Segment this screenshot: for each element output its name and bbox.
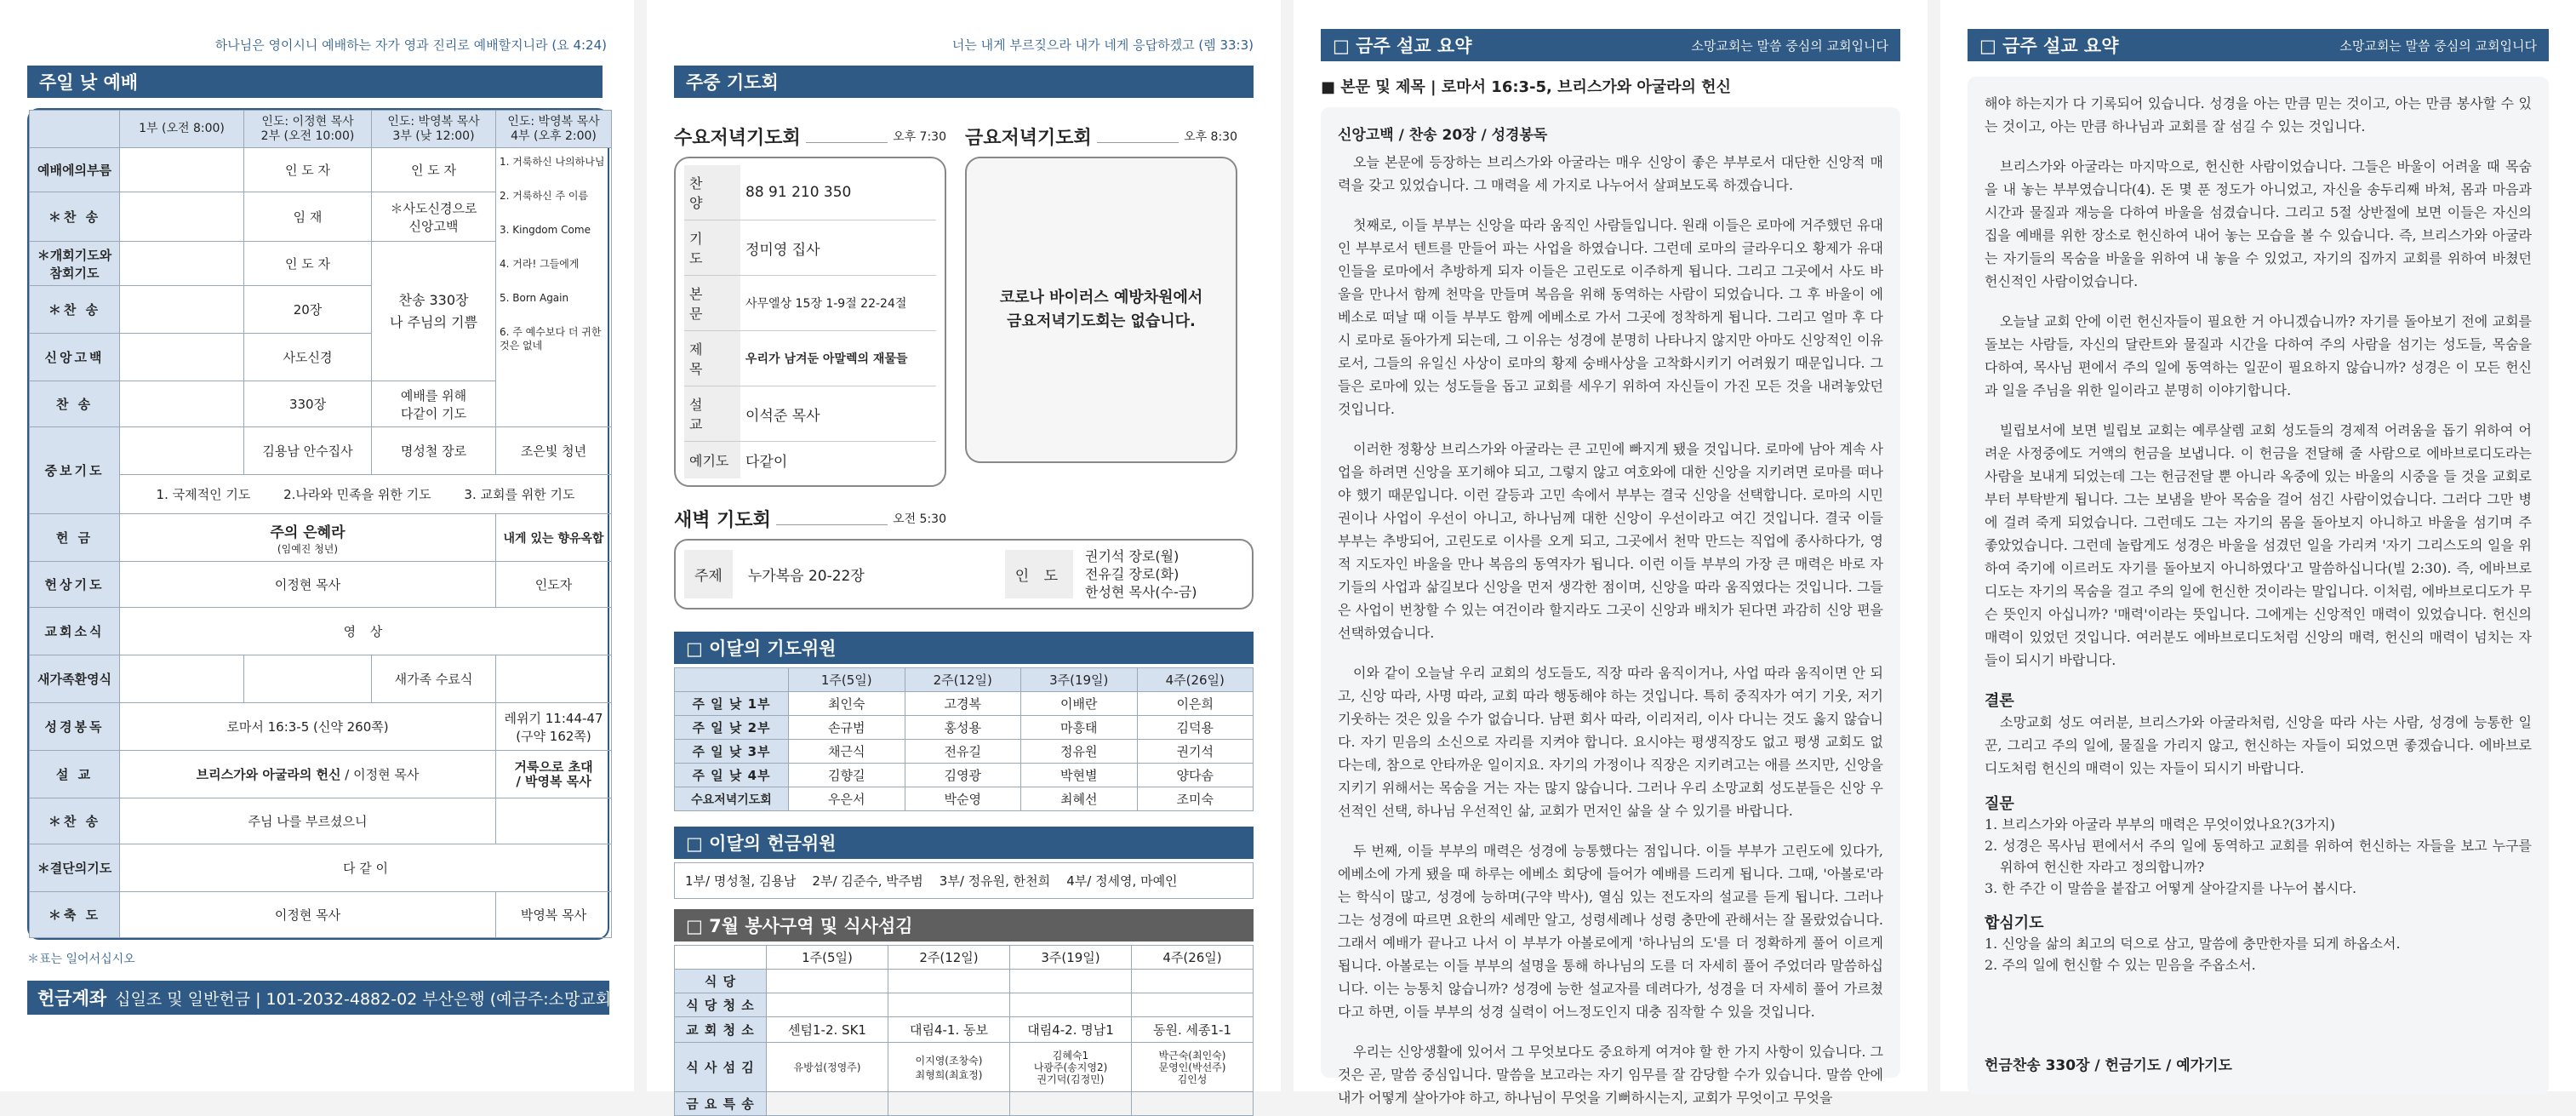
sermon-title: 금주 설교 요약	[1356, 36, 1472, 56]
cell: 조은빛 청년	[496, 427, 612, 475]
offering-account-bar: 헌금계좌 십일조 및 일반헌금 | 101-2032-4882-02 부산은행 (예금주:소망교회)	[27, 981, 609, 1015]
cell	[120, 334, 244, 381]
panel-worship-order	[0, 0, 634, 1091]
row-label-offer-prayer: 헌상기도	[30, 562, 120, 608]
panel-sermon-summary-2	[1940, 0, 2576, 1091]
cell	[120, 192, 244, 242]
dawn-title: 새벽 기도회	[674, 510, 771, 531]
dawn-topic-value: 누가복음 20-22장	[747, 568, 865, 585]
cell	[496, 798, 612, 844]
row-label-hymn: ＊찬 송	[30, 286, 120, 334]
questions-list	[1985, 814, 2532, 899]
cell: 330장	[244, 381, 372, 427]
worship-order-table	[29, 110, 612, 938]
wed-time: 오후 7:30	[893, 130, 946, 144]
table-row: 식 당 청 소	[675, 993, 1254, 1017]
table-row: 금 요 특 송	[675, 1092, 1254, 1116]
row-label-news: 교회소식	[30, 608, 120, 655]
offering-committee-line: 1부/ 명성철, 김용남 2부/ 김준수, 박주범 3부/ 정유원, 한천희 4부/ 정세영, 마예인	[674, 862, 1254, 899]
offering-song: 주의 은혜라 (임예진 청년)	[120, 514, 496, 562]
sermon-card	[1321, 107, 1900, 1106]
wed-title: 수요저녁기도회	[674, 128, 801, 149]
section-title-offering-committee: □ 이달의 헌금위원	[674, 827, 1254, 859]
standing-note: ＊표는 일어서십시오	[27, 953, 135, 966]
paragraph: 두 번째, 이들 부부의 매력은 성경에 능통했다는 점입니다. 이들 부부가 고린도에 있다가, 에베소에 가게 됐을 때 하루는 에베소 회당에 들어가 예배를 드리게 됩니다. 그때, '아볼로'라는 학식이 많고, 성경에 능하며(구약 박사), 열심 있는 전도자의 설교를 듣게 됩니다. 그러나 그는 성경에 따르면 요한의 세례만 알고, 성령세례나 성령 충만에 관해서는 잘 몰랐었습니다. 그래서 예배가 끝나고 나서 이 부부가 아볼로에게 '하나님의 도'를 더 정확하게 풀어 이르게 됩니다. 아볼로는 이들 부부의 설명을 통해 하나님의 도를 더 자세히 풀어 주었더라 말씀하십니다. 이는 능통치 않습니까? 성경에 능한 설교자를 데려다가, 성경을 더 자세히 풀어 가르쳤다고 하면, 이들 부부의 성경 실력이 어느정도인지 대충 짐작할 수 있을 것입니다.	[1338, 843, 1883, 1020]
row-label-intercession: 중보기도	[30, 427, 120, 514]
paragraph: 오늘 본문에 등장하는 브리스가와 아굴라는 매우 신앙이 좋은 부부로서 대단한 신앙적 매력을 갖고 있었습니다. 그 매력을 세 가지로 나누어서 살펴보도록 하겠습니다.	[1338, 154, 1883, 193]
sermon-header-bar: □ 금주 설교 요약 소망교회는 말씀 중심의 교회입니다	[1321, 29, 1900, 61]
paragraph: 이러한 정황상 브리스가와 아굴라는 큰 고민에 빠지게 됐을 것입니다. 로마에 남아 계속 사업을 하려면 신앙을 포기해야 되고, 그렇지 않고 여호와에 대한 신앙을 지키려면 로마를 떠나야 했기 때문입니다. 이런 갈등과 고민 속에서 부부는 결국 신앙을 선택합니다. 로마의 시민권이나 사업이 우선이 아니고, 하나님께 대한 신앙이 우선이라고 여긴 것입니다. 결국 이들 부부는 추방되어, 고린도로 이사를 오게 되고, 그곳에서 천막 만드는 직업에 종사하다가, 영적 지도자인 바울을 만나 복음의 동역자가 됩니다. 이런 이들 부부의 가장 큰 매력은 바로 자기들의 사업과 삶길보다 신앙을 먼저 생각한 점이며, 신앙을 따라 움직였다는 것입니다. 그들은 사업이 번창할 수 있는 여건이라 할지라도 그곳이 신앙과 배치가 된다면 과감히 신앙 편을 선택하였습니다.	[1338, 441, 1883, 641]
prayer-item: 2. 주의 일에 헌신할 수 있는 믿음을 주옵소서.	[1985, 957, 2256, 973]
dawn-leader-key: 인 도	[1005, 550, 1073, 598]
panel-prayer-meetings	[647, 0, 1281, 1112]
duty-table: 1주(5일) 2주(12일) 3주(19일) 4주(26일) 식 당 식 당 청 소 교 회 청 소 센텀1-2. SK1 대림4-1. 동보 대림4-2. 명남1 동원. 세종1-1 식 사 섬 김 유방섭(정영주) 이지영(조창숙) 최형희(최효정) 김혜숙1 나광주(송지영2) 권기덕(김정민) 박근숙(최인숙) 문영인(박선주) 김인성 금 요 특 송	[674, 945, 1254, 1116]
paragraph: 해야 하는지가 다 기록되어 있습니다. 성경을 아는 만큼 믿는 것이고, 아는 만큼 봉사할 수 있는 것이고, 아는 만큼 하나님과 교회를 잘 섬길 수 있는 것입니다.	[1985, 95, 2532, 134]
header-service-1: 1부 (오전 8:00)	[120, 111, 244, 148]
cell: 김용남 안수집사	[244, 427, 372, 475]
cell	[120, 427, 244, 475]
sermon-header-bar: □ 금주 설교 요약 소망교회는 말씀 중심의 교회입니다	[1968, 29, 2549, 61]
table-row: 수요저녁기도회 우은서 박순영 최혜선 조미숙	[675, 787, 1254, 811]
row-label-sermon: 설 교	[30, 751, 120, 798]
praise-item: 4. 거라! 그들에게	[500, 258, 580, 270]
conclusion-title: 결론	[1985, 692, 2014, 710]
panel-sermon-summary-1	[1294, 0, 1928, 1106]
worship-table-frame	[27, 108, 609, 940]
section-title-prayer-committee: □ 이달의 기도위원	[674, 632, 1254, 664]
table-row: 주 일 낮 1부 최인숙 고경복 이배란 이은희	[675, 692, 1254, 716]
sermon-cell: 브리스가와 아굴라의 헌신 / 이정현 목사	[120, 751, 496, 798]
row-label-hymn: ＊찬 송	[30, 192, 120, 242]
church-motto: 소망교회는 말씀 중심의 교회입니다	[1691, 37, 1888, 54]
conclusion-text: 소망교회 성도 여러분, 브리스가와 아굴라처럼, 신앙을 따라 사는 사람, 성경에 능통한 일꾼, 그리고 주의 일에, 물질을 가리지 않고, 헌신하는 자들이 되었으면 좋겠습니다. 에바브로디도처럼 헌신의 매력이 있는 자들이 되시기 바랍니다.	[1985, 714, 2532, 776]
table-row: 주 일 낮 2부 손규범 홍성용 마흥태 김덕용	[675, 716, 1254, 740]
cell: 새가족 수료식	[372, 655, 496, 703]
cell: 명성철 장로	[372, 427, 496, 475]
row-label-welcome: 새가족환영식	[30, 655, 120, 703]
table-row: 식 사 섬 김 유방섭(정영주) 이지영(조창숙) 최형희(최효정) 김혜숙1 나광주(송지영2) 권기덕(김정민) 박근숙(최인숙) 문영인(박선주) 김인성	[675, 1043, 1254, 1092]
cell: 로마서 16:3-5 (신약 260쪽)	[120, 703, 496, 751]
sermon-cell-4: 거룩으로 초대 / 박영복 목사	[496, 751, 612, 798]
cell: ＊사도신경으로 신앙고백	[372, 192, 496, 242]
cell	[496, 655, 612, 703]
cell	[120, 381, 244, 427]
praise-item: 1. 거룩하신 나의하나님	[500, 156, 605, 168]
cell: 인도자	[496, 562, 612, 608]
joint-prayer-list	[1985, 933, 2532, 976]
sermon-body	[1338, 151, 1883, 1109]
sermon-sub: 신앙고백 / 찬송 20장 / 성경봉독	[1338, 127, 1548, 144]
cell: 영 상	[120, 608, 612, 655]
section-title-weekday: 주중 기도회	[674, 66, 1254, 98]
row-label-resolve: ＊결단의기도	[30, 844, 120, 892]
sermon-headline: ■ 본문 및 제목 | 로마서 16:3-5, 브리스가와 아굴라의 헌신	[1321, 78, 1731, 96]
merged-hymn-cell: 찬송 330장 나 주님의 기쁨	[372, 242, 496, 381]
row-label-creed: 신앙고백	[30, 334, 120, 381]
header-verse: 너는 내게 부르짖으라 내가 네게 응답하겠고 (렘 33:3)	[951, 37, 1254, 53]
cell: 인 도 자	[244, 148, 372, 192]
questions-title: 질문	[1985, 795, 2014, 813]
prayer-committee-table: 1주(5일) 2주(12일) 3주(19일) 4주(26일) 주 일 낮 1부 최인숙 고경복 이배란 이은희 주 일 낮 2부 손규범 홍성용 마흥태 김덕용 주 일 낮 3부 채근식 전유길 정유원 권기석 주 일 낮 4부 김향길 김영광 박현별 양다솜 수요저녁기도회 우은서 박순영 최혜선 조미숙	[674, 667, 1254, 811]
cell: 내게 있는 향유옥합	[496, 514, 612, 562]
row-label-hymn: 찬 송	[30, 381, 120, 427]
section-title-sunday-worship: 주일 낮 예배	[27, 66, 603, 98]
table-row: 교 회 청 소 센텀1-2. SK1 대림4-1. 동보 대림4-2. 명남1 동원. 세종1-1	[675, 1017, 1254, 1043]
sermon-card	[1968, 77, 2549, 1095]
section-title-duty: □ 7월 봉사구역 및 식사섬김	[674, 909, 1254, 941]
intercession-topics	[120, 475, 612, 514]
fri-title: 금요저녁기도회	[965, 128, 1092, 149]
paragraph: 오늘날 교회 안에 이런 헌신자들이 필요한 거 아니겠습니까? 자기를 돌아보기 전에 교회를 돌보는 사람들, 자신의 달란트와 물질과 시간을 다하여 주의 사람을 섬기는 성도들, 목숨을 다하여, 목사님 편에서 주의 일에 동역하는 일꾼이 필요하지 않습니까? 성경은 이 모든 헌신과 일을 주님을 위한 일이라고 분명히 이야기합니다.	[1985, 313, 2532, 398]
dawn-time: 오전 5:30	[893, 512, 946, 526]
cell: 다 같 이	[120, 844, 612, 892]
cell: 사도신경	[244, 334, 372, 381]
intercession-topic: 3. 교회를 위한 기도	[464, 487, 575, 502]
wed-card	[674, 157, 946, 487]
row-label-offering: 헌 금	[30, 514, 120, 562]
question-item: 1. 브리스가와 아굴라 부부의 매력은 무엇이었나요?(3가지)	[1985, 816, 2335, 833]
paragraph: 이와 같이 오늘날 우리 교회의 성도들도, 직장 따라 움직이거나, 사업 따라 움직이면 안 되고, 신앙 따라, 사명 따라, 교회 따라 행동해야 하는 것입니다. 특히 중직자가 여기 기웃, 저기 기웃하는 것은 있을 수가 없습니다. 남편 회사 따라, 이리저리, 이사 다니는 것도 옳지 않습니다. 자기 믿음의 소신으로 자리를 지켜야 합니다. 요시야는 평생직장도 없고 평생 교회도 없다는데, 참으로 안타까운 일이지요. 자기의 가정이나 직장은 지키려고는 애를 쓰지만, 신앙을 지키기 위해서는 목숨을 거는 자는 많지 않습니다. 그러나 우리 소망교회 성도분들은 신앙 우선적인 선택, 하나님 우선적인 삶, 교회가 먼저인 삶을 살 수 있기를 바랍니다.	[1338, 665, 1883, 819]
prayer-item: 1. 신앙을 삶의 최고의 덕으로 삼고, 말씀에 충만한자를 되게 하옵소서.	[1985, 936, 2401, 952]
paragraph: 우리는 신앙생활에 있어서 그 무엇보다도 중요하게 여겨야 할 한 가지 사항이 있습니다. 그것은 곧, 말씀 중심입니다. 말씀을 보고라는 자기 임무를 잘 감당할 수가 있습니다. 말씀 안에 내가 어떻게 살아가야 하고, 하나님이 무엇을 기뻐하시는지, 교회가 무엇이고 무엇을	[1338, 1044, 1883, 1106]
cell: 임 재	[244, 192, 372, 242]
row-label-hymn: ＊찬 송	[30, 798, 120, 844]
table-row: 주 일 낮 3부 채근식 전유길 정유원 권기석	[675, 740, 1254, 764]
cell	[120, 242, 244, 286]
wed-table: 찬 양 88 91 210 350 기 도 정미영 집사 본 문 사무엘상 15장 1-9절 22-24절 제 목 우리가 남겨둔 아말렉의 재물들 설 교 이석준 목사 예기도 다같이	[684, 165, 936, 478]
fri-card	[965, 157, 1237, 463]
closing-footer: 헌금찬송 330장 / 헌금기도 / 예가기도	[1985, 1057, 2232, 1074]
table-row: 식 당	[675, 970, 1254, 993]
question-item: 2. 성경은 목사님 편에서서 주의 일에 동역하고 교회를 위하여 헌신하는 자들을 보고 누구를 위하여 헌신한 자라고 정의합니까?	[1985, 838, 2532, 875]
header-service-3: 인도: 박영복 목사 3부 (낮 12:00)	[372, 111, 496, 148]
cell	[120, 148, 244, 192]
row-label-reading: 성경봉독	[30, 703, 120, 751]
paragraph: 빌립보서에 보면 빌립보 교회는 예루살렘 교회 성도들의 경제적 어려움을 돕기 위하여 어려운 사정중에도 거액의 헌금을 보냅니다. 이 헌금을 전달해 줄 사람으로 에바브로디도라는 사람을 보내게 되었는데 그는 헌금전달 뿐 아니라 옥중에 있는 바울의 시중을 들 것을 교회로부터 부탁받게 됩니다. 그는 보냄을 받아 목숨을 걸어 섬긴 사람이었습니다. 그러다 그만 병에 걸려 죽게 되었습니다. 그런데도 그는 자기의 몸을 돌아보지 아니하고 바울을 섬기며 주 좋았었습니다. 그런데 놀랍게도 성경은 바울을 섬겼던 일을 가리켜 '자기 그리스도의 일을 위하여 죽기에 이르러도 자기를 돌아보지 아니하였다'고 말씀하십니다(빌 2:30). 즉, 에바브로디도는 자기의 목숨을 걸고 주의 일에 헌신한 것이라는 말입니다. 이처럼, 에바브로디도가 무슨 뜻인지 아십니까? '매력'이라는 뜻입니다. 그에게는 신앙적인 매력이 있었습니다. 헌신의 매력이 있었던 것입니다. 여러분도 에바브로디도처럼 신앙의 매력, 헌신의 매력이 넘치는 자들이 되시기 바랍니다.	[1985, 422, 2532, 668]
header-service-4: 인도: 박영복 목사 4부 (오후 2:00)	[496, 111, 612, 148]
cell: 이정현 목사	[120, 892, 496, 938]
row-label-blessing: ＊축 도	[30, 892, 120, 938]
praise-item: 6. 주 예수보다 더 귀한 것은 없네	[500, 326, 602, 352]
paragraph: 브리스가와 아굴라는 마지막으로, 헌신한 사람이었습니다. 그들은 바울이 어려울 때 목숨을 내 놓는 부부였습니다(4). 돈 몇 푼 정도가 아니었고, 자신을 송두리째 바쳐, 몸과 마음과 시간과 물질과 재능을 다하여 바울을 섬겼습니다. 그리고 5절 상반절에 보면 이들은 자신의 집을 예배를 위한 장소로 헌신하여 내어 놓는 모습을 볼 수 있습니다. 즉, 브리스가와 아굴라는 자기들의 목숨을 바울을 위하여 내 놓을 수 있었고, 자기의 집까지 교회를 위하여 바쳤던 헌신적인 사람이었습니다.	[1985, 158, 2532, 289]
cell	[244, 655, 372, 703]
corner-cell	[30, 111, 120, 148]
paragraph: 첫째로, 이들 부부는 신앙을 따라 움직인 사람들입니다. 원래 이들은 로마에 거주했던 유대인 부부로서 텐트를 만들어 파는 사업을 하였습니다. 그런데 로마의 글라우디오 황제가 유대인들을 로마에서 추방하게 되자 이들은 고린도로 이주하게 됩니다. 그리고 그곳에서 사도 바울을 만나서 함께 천막을 만들며 복음을 위해 동역하는 사람이 되었습니다. 그 후 바울이 에베소로 떠날 때 이들 부부도 함께 에베소로 가서 그곳에 정착하게 됩니다. 그리고 얼마 후 다시 로마로 돌아가게 되는데, 그 이유는 성경에 분명히 나타나지 않지만 아마도 신앙적인 이유로서, 그들의 유일신 사상이 로마의 황제 숭배사상을 고착화시키기 어려웠기 때문입니다. 그들은 로마에 있는 성도들을 돕고 교회를 세우기 위하여 자신들이 가진 모든 것을 내려놓았던 것입니다.	[1338, 217, 1883, 417]
question-item: 3. 한 주간 이 말씀을 붙잡고 어떻게 살아갈지를 나누어 봅시다.	[1985, 880, 2357, 896]
praise-item: 5. Born Again	[500, 292, 569, 304]
cell: 이정현 목사	[120, 562, 496, 608]
praise-list-cell	[496, 148, 612, 427]
praise-item: 3. Kingdom Come	[500, 224, 591, 236]
row-label-prayer: ＊개회기도와 참회기도	[30, 242, 120, 286]
cell	[120, 286, 244, 334]
dawn-topic-key: 주제	[684, 550, 733, 598]
joint-prayer-title: 합심기도	[1985, 914, 2044, 932]
dawn-card	[674, 539, 1254, 610]
cell: 박영복 목사	[496, 892, 612, 938]
cell: 주님 나를 부르셨으니	[120, 798, 496, 844]
row-label-call: 예배에의부름	[30, 148, 120, 192]
header-verse: 하나님은 영이시니 예배하는 자가 영과 진리로 예배할지니라 (요 4:24)	[214, 37, 607, 53]
fri-time: 오후 8:30	[1184, 130, 1237, 144]
table-row: 주 일 낮 4부 김향길 김영광 박현별 양다솜	[675, 764, 1254, 787]
church-motto: 소망교회는 말씀 중심의 교회입니다	[2339, 37, 2537, 54]
cell: 예배를 위해 다같이 기도	[372, 381, 496, 427]
intercession-topic: 2.나라와 민족을 위한 기도	[283, 487, 431, 502]
cell	[120, 655, 244, 703]
cell: 인 도 자	[244, 242, 372, 286]
dawn-leaders: 권기석 장로(월) 전유길 장로(화) 한성현 목사(수-금)	[1085, 548, 1197, 600]
cell: 레위기 11:44-47 (구약 162쪽)	[496, 703, 612, 751]
intercession-topic: 1. 국제적인 기도	[156, 487, 251, 502]
header-service-2: 인도: 이정현 목사 2부 (오전 10:00)	[244, 111, 372, 148]
praise-item: 2. 거룩하신 주 이름	[500, 190, 589, 202]
cell: 인 도 자	[372, 148, 496, 192]
sermon-body	[1985, 92, 2532, 672]
fri-message: 코로나 바이러스 예방차원에서 금요저녁기도회는 없습니다.	[999, 289, 1203, 330]
sermon-title: 금주 설교 요약	[2002, 36, 2119, 56]
cell: 20장	[244, 286, 372, 334]
